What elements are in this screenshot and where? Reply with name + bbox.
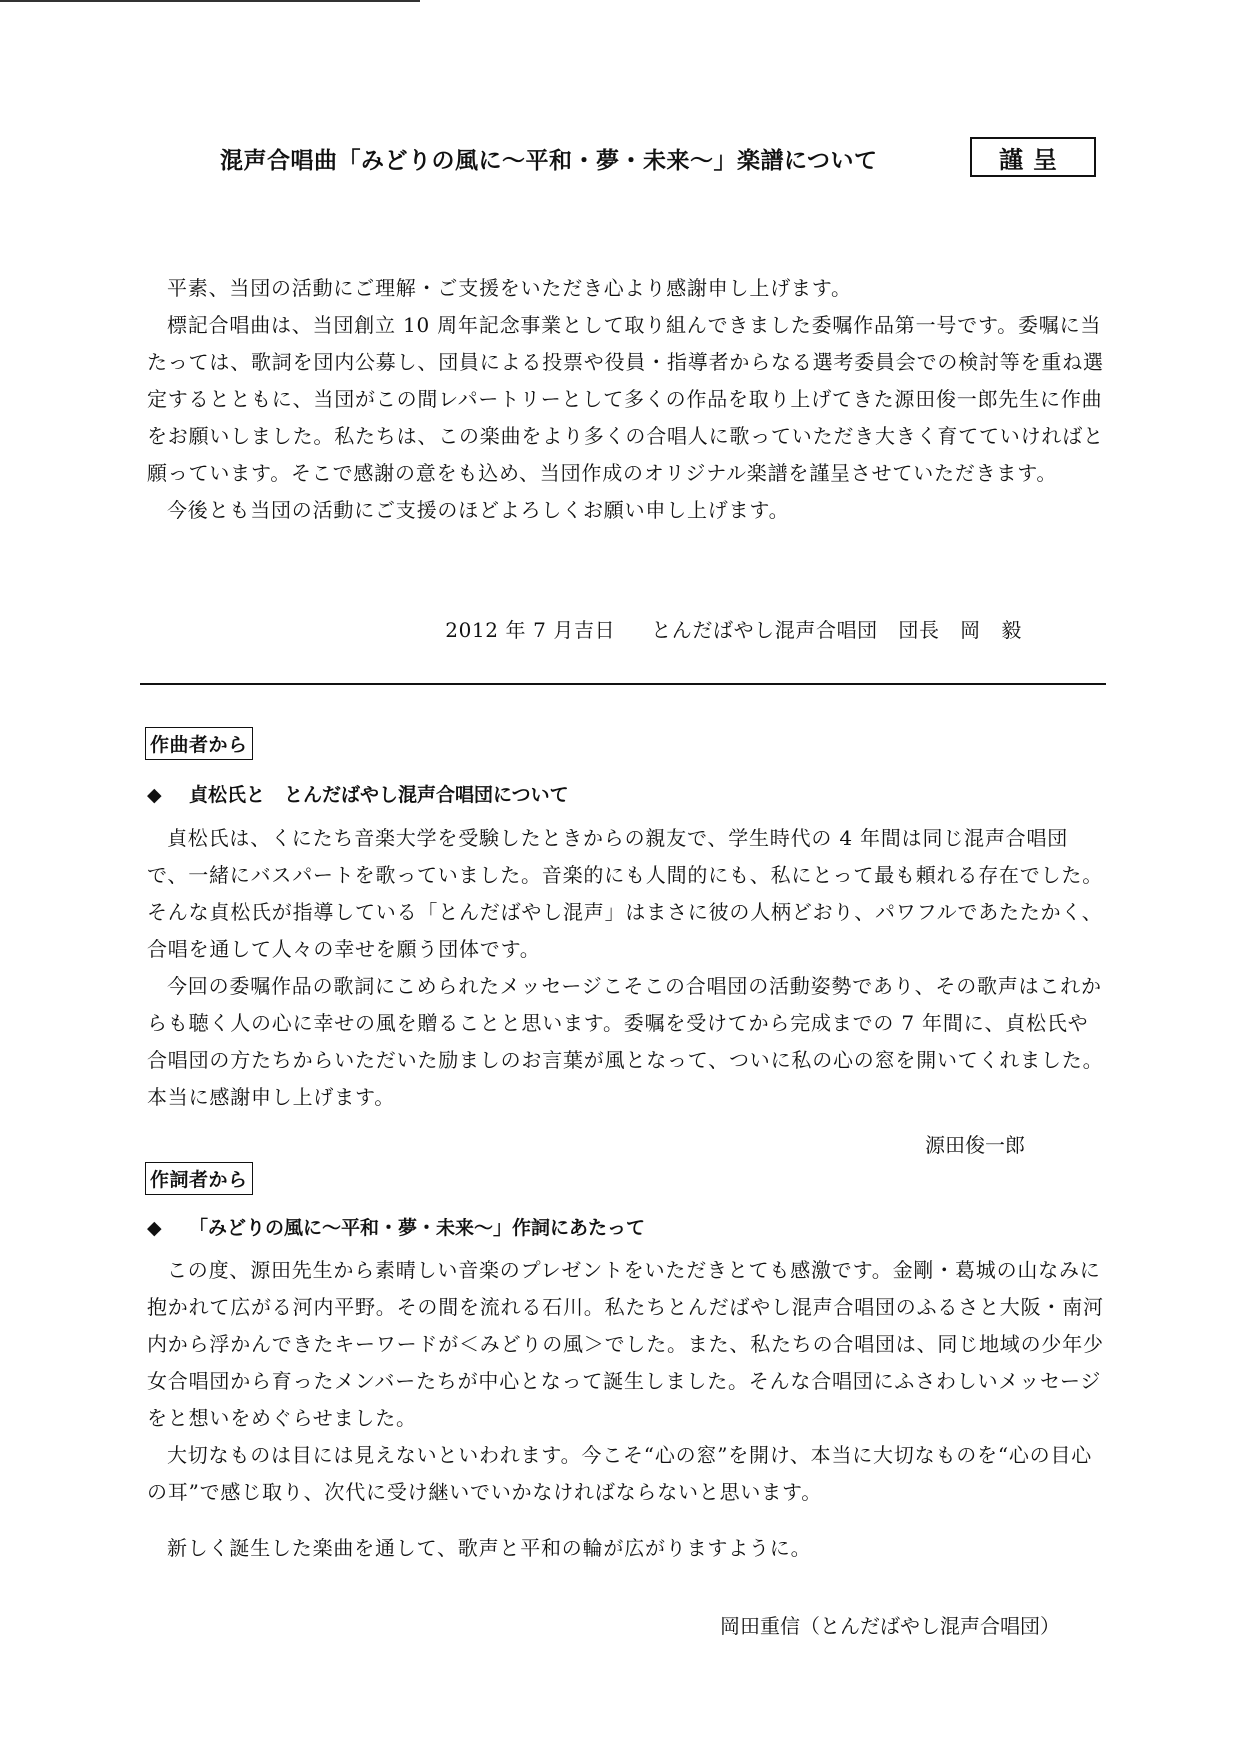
scan-edge-mark [0, 0, 420, 2]
intro-paragraph: 標記合唱曲は、当団創立 10 周年記念事業として取り組んできました委嘱作品第一号です。委嘱に当たっては、歌詞を団内公募し、団員による投票や役員・指導者からなる選考委員会での検討等を重ね選定するとともに、当団がこの間レパートリーとして多くの作品を取り上げてきた源田俊一郎先生に作曲をお願いしました。私たちは、この楽曲をより多くの合唱人に歌っていただき大きく育てていければと願っています。そこで感謝の意をも込め、当団作成のオリジナル楽譜を謹呈させていただきます。 [147, 313, 1104, 485]
lyricist-paragraph: この度、源田先生から素晴しい音楽のプレゼントをいただきとても感激です。金剛・葛城の山なみに抱かれて広がる河内平野。その間を流れる石川。私たちとんだばやし混声合唱団のふるさと大阪・南河内から浮かんできたキーワードが＜みどりの風＞でした。また、私たちの合唱団は、同じ地域の少年少女合唱団から育ったメンバーたちが中心となって誕生しました。そんな合唱団にふさわしいメッセージをと想いをめぐらせました。 [147, 1258, 1104, 1430]
intro-paragraph: 今後とも当団の活動にご支援のほどよろしくお願い申し上げます。 [167, 498, 790, 522]
lyricist-author: 岡田重信（とんだばやし混声合唱団） [720, 1614, 1060, 1638]
section-divider [140, 683, 1106, 685]
composer-author: 源田俊一郎 [925, 1133, 1025, 1157]
composer-section-heading [147, 780, 569, 807]
lyricist-paragraph: 大切なものは目には見えないといわれます。今こそ“心の窓”を開け、本当に大切なものを“心の目心の耳”で感じ取り、次代に受け継いでいかなければならないと思います。 [147, 1443, 1093, 1504]
intro-paragraph: 平素、当団の活動にご理解・ご支援をいただき心より感謝申し上げます。 [167, 276, 852, 300]
composer-section-label: 作曲者から [145, 727, 253, 760]
diamond-bullet-icon: ◆ [147, 1217, 162, 1239]
document-title: 混声合唱曲「みどりの風に～平和・夢・未来～」楽譜について [220, 148, 878, 174]
closing-line: 新しく誕生した楽曲を通して、歌声と平和の輪が広がりますように。 [167, 1536, 812, 1560]
composer-text [147, 820, 1107, 1116]
lyricist-heading-text: 「みどりの風に～平和・夢・未来～」作詞にあたって [189, 1217, 646, 1239]
presentation-seal-box: 謹呈 [970, 137, 1096, 177]
signature-date: 2012 年 7 月吉日 [445, 618, 616, 642]
composer-heading-text: 貞松氏と とんだばやし混声合唱団について [189, 784, 569, 806]
lyricist-text [147, 1252, 1107, 1511]
composer-paragraph: 今回の委嘱作品の歌詞にこめられたメッセージこそこの合唱団の活動姿勢であり、その歌声はこれからも聴く人の心に幸せの風を贈ることと思います。委嘱を受けてから完成までの 7 年間に、貞松氏や合唱団の方たちからいただいた励ましのお言葉が風となって、ついに私の心の窓を開いてくれました。本当に感謝申し上げます。 [147, 974, 1104, 1109]
intro-signature [445, 614, 1022, 643]
lyricist-section-heading [147, 1213, 645, 1240]
intro-text [147, 270, 1107, 529]
composer-paragraph: 貞松氏は、くにたち音楽大学を受験したときからの親友で、学生時代の 4 年間は同じ混声合唱団で、一緒にバスパートを歌っていました。音楽的にも人間的にも、私にとって最も頼れる存在でした。そんな貞松氏が指導している「とんだばやし混声」はまさに彼の人柄どおり、パワフルであたたかく、合唱を通して人々の幸せを願う団体です。 [147, 826, 1103, 961]
diamond-bullet-icon: ◆ [147, 784, 162, 806]
lyricist-section-label: 作詞者から [145, 1162, 253, 1195]
signature-signer: とんだばやし混声合唱団 団長 岡 毅 [651, 618, 1022, 642]
